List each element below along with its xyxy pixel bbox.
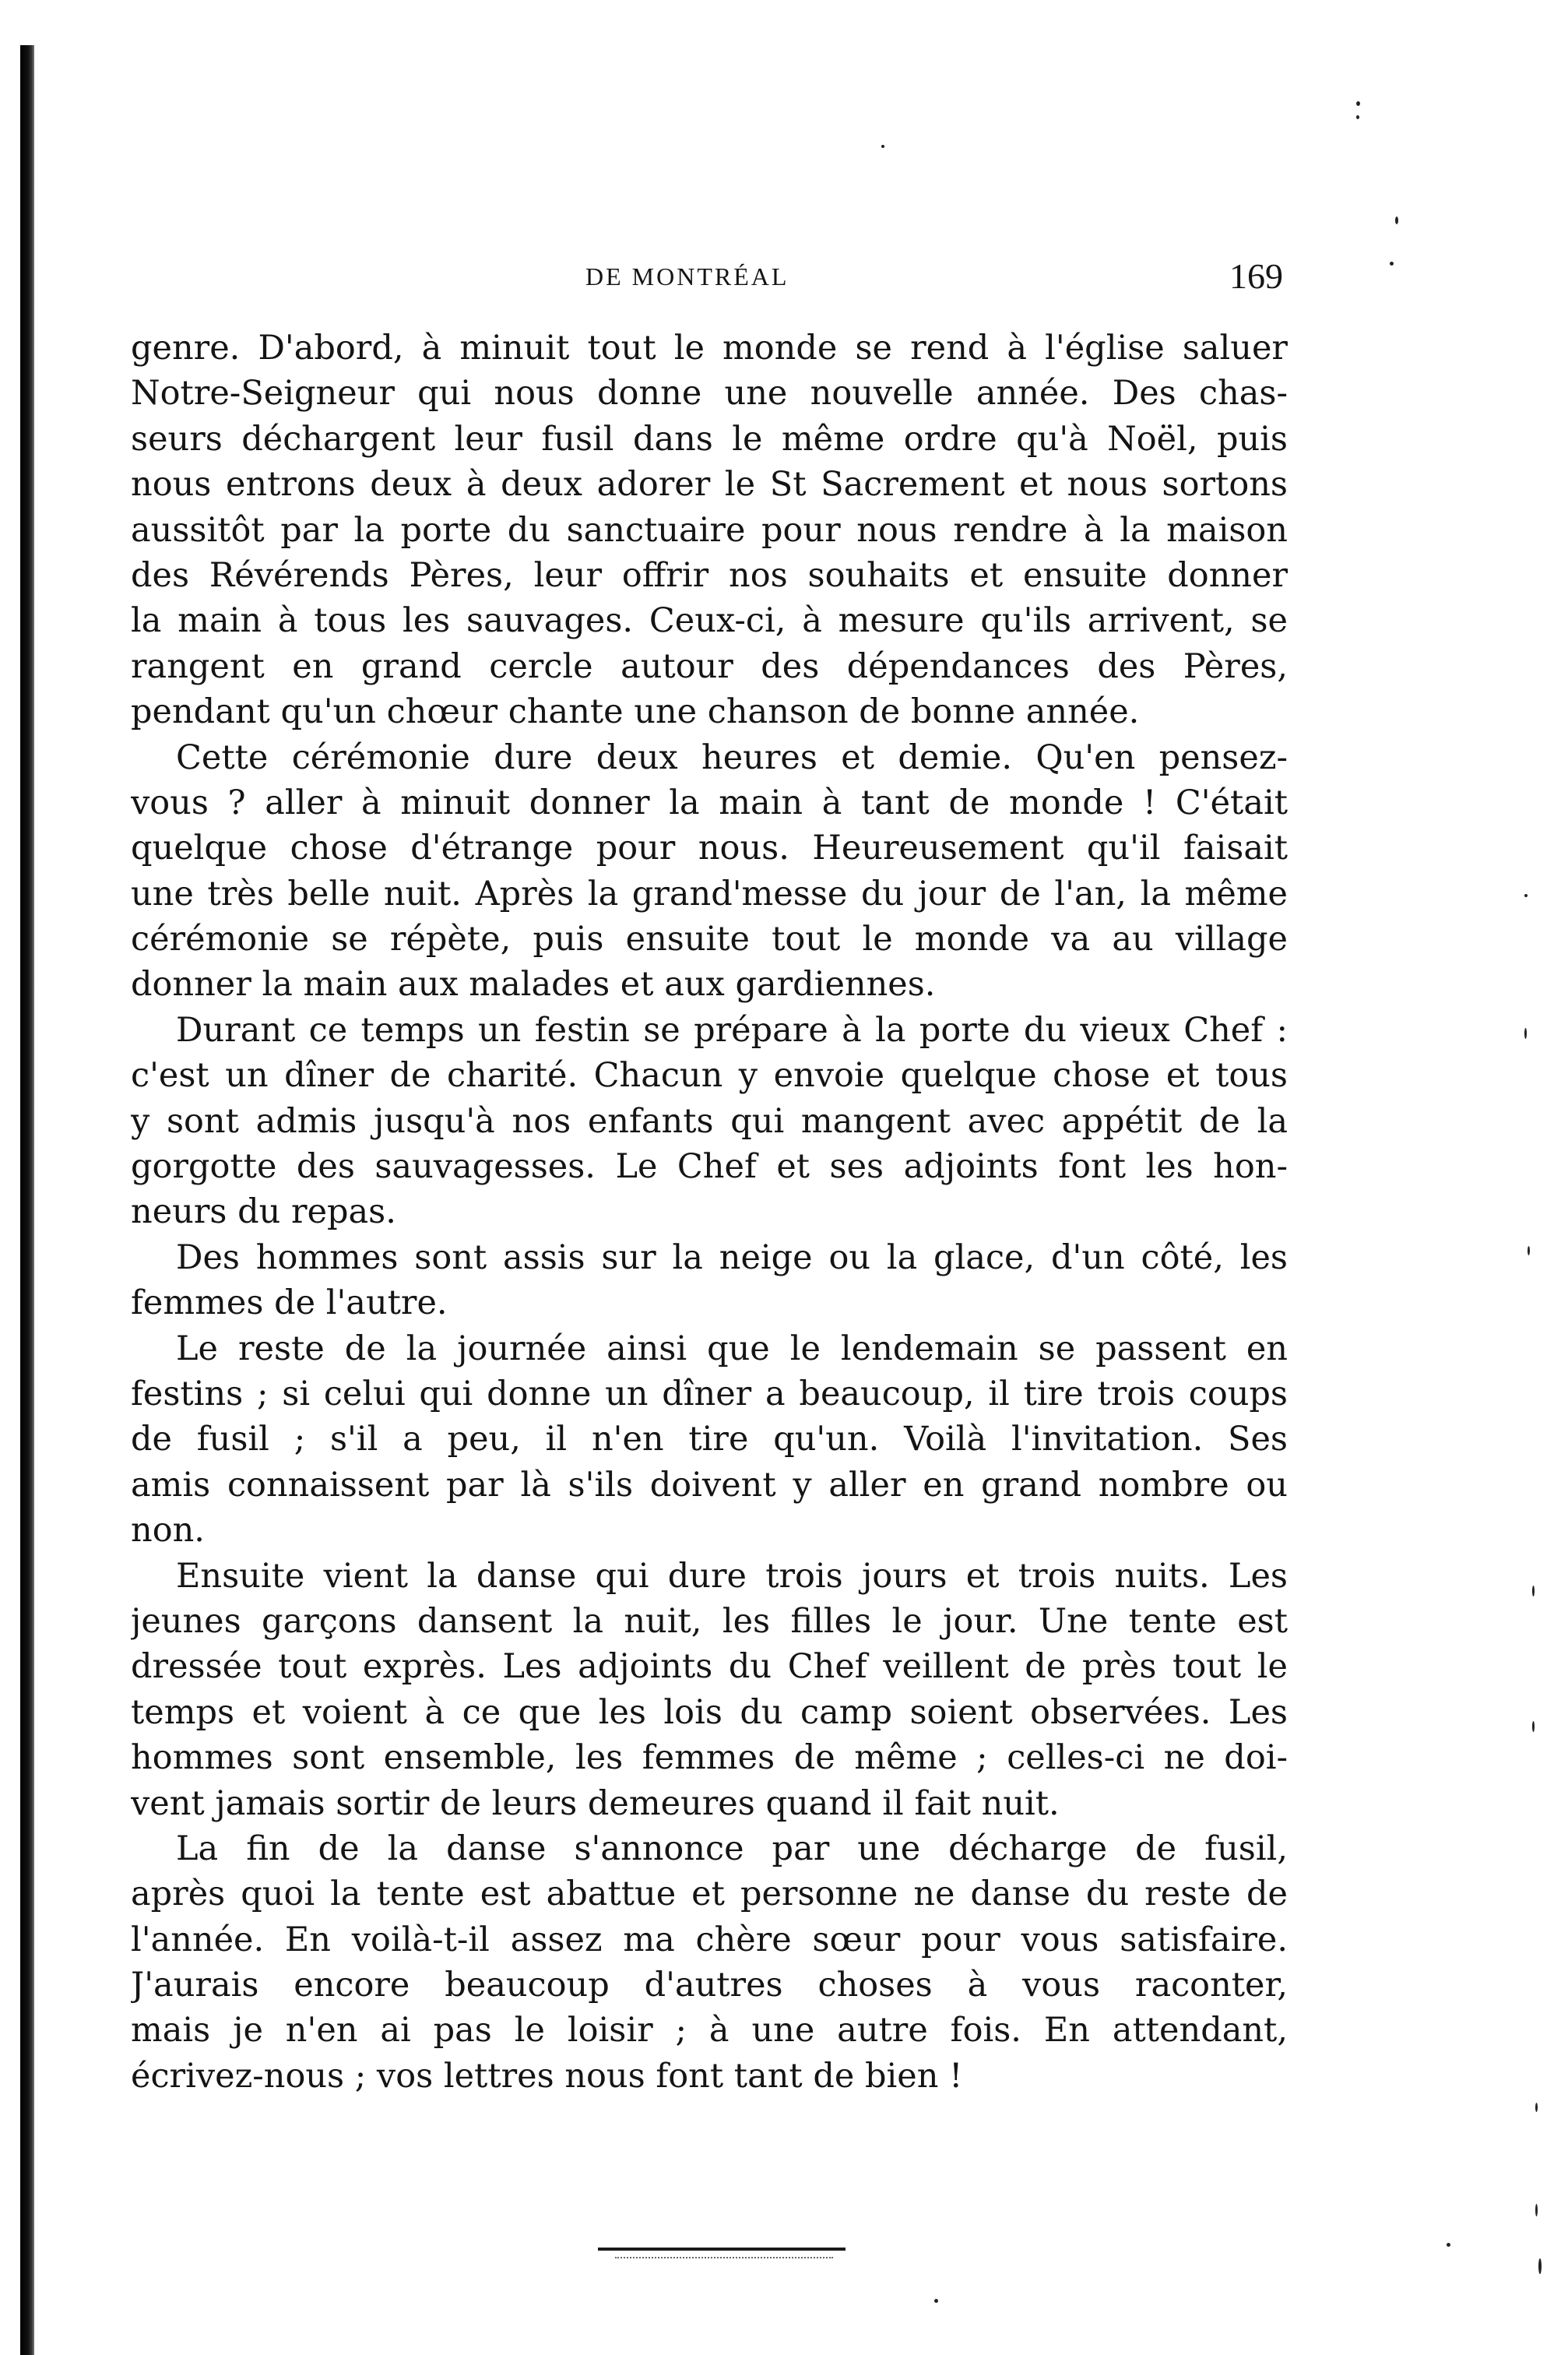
- text-line: temps et voient à ce que les lois du camp soient observées. Les: [131, 1692, 1288, 1732]
- text-line: donner la main aux malades et aux gardiennes.: [131, 965, 936, 1005]
- text-line: amis connaissent par là s'ils doivent y aller en grand nombre ou: [131, 1465, 1288, 1505]
- ink-speck: [1524, 894, 1528, 897]
- text-line: Notre-Seigneur qui nous donne une nouvelle année. Des chas-: [131, 374, 1288, 414]
- running-title: DE MONTRÉAL: [585, 262, 789, 290]
- page-number: 169: [1229, 256, 1283, 296]
- end-rule-ornament: [615, 2257, 833, 2260]
- text-line: la main à tous les sauvages. Ceux-ci, à mesure qu'ils arrivent, se: [131, 601, 1288, 641]
- text-line: y sont admis jusqu'à nos enfants qui mangent avec appétit de la: [131, 1101, 1288, 1141]
- text-line: Des hommes sont assis sur la neige ou la glace, d'un côté, les: [176, 1237, 1288, 1277]
- text-line: aussitôt par la porte du sanctuaire pour nous rendre à la maison: [131, 510, 1288, 550]
- ink-speck: [1395, 216, 1398, 224]
- text-line: Ensuite vient la danse qui dure trois jours et trois nuits. Les: [176, 1556, 1288, 1596]
- ink-speck: [1535, 2204, 1538, 2216]
- text-line: Cette cérémonie dure deux heures et demie. Qu'en pensez-: [176, 737, 1288, 777]
- text-line: après quoi la tente est abattue et personne ne danse du reste de: [131, 1874, 1288, 1914]
- text-line: femmes de l'autre.: [131, 1283, 448, 1323]
- text-line: vous ? aller à minuit donner la main à tant de monde ! C'était: [131, 783, 1288, 822]
- text-line: c'est un dîner de charité. Chacun y envoie quelque chose et tous: [131, 1056, 1288, 1096]
- text-line: hommes sont ensemble, les femmes de même ; celles-ci ne doi-: [131, 1738, 1288, 1778]
- text-line: vent jamais sortir de leurs demeures quand il fait nuit.: [131, 1783, 1060, 1823]
- text-line: rangent en grand cercle autour des dépendances des Pères,: [131, 646, 1288, 686]
- ink-speck: [1535, 2103, 1538, 2112]
- binding-edge: [20, 45, 34, 2355]
- text-line: J'aurais encore beaucoup d'autres choses à vous raconter,: [131, 1966, 1288, 2005]
- ink-speck: [1356, 101, 1360, 106]
- end-rule: [598, 2248, 846, 2251]
- text-line: gorgotte des sauvagesses. Le Chef et ses adjoints font les hon-: [131, 1147, 1288, 1187]
- running-head: [131, 249, 1283, 304]
- text-line: Le reste de la journée ainsi que le lendemain se passent en: [176, 1329, 1288, 1368]
- text-line: des Révérends Pères, leur offrir nos souhaits et ensuite donner: [131, 555, 1288, 595]
- ink-speck: [1390, 262, 1394, 266]
- ink-speck: [881, 145, 884, 148]
- ink-speck: [1447, 2243, 1450, 2247]
- text-line: une très belle nuit. Après la grand'messe du jour de l'an, la même: [131, 874, 1288, 913]
- text-line: Durant ce temps un festin se prépare à la porte du vieux Chef :: [176, 1010, 1288, 1050]
- body-text: [131, 326, 1288, 2099]
- text-line: dressée tout exprès. Les adjoints du Chef veillent de près tout le: [131, 1647, 1288, 1687]
- text-line: seurs déchargent leur fusil dans le même ordre qu'à Noël, puis: [131, 419, 1288, 459]
- text-line: festins ; si celui qui donne un dîner a beaucoup, il tire trois coups: [131, 1374, 1288, 1413]
- text-line: La fin de la danse s'annonce par une décharge de fusil,: [176, 1829, 1288, 1868]
- text-line: nous entrons deux à deux adorer le St Sacrement et nous sortons: [131, 465, 1288, 505]
- ink-speck: [1528, 1246, 1530, 1255]
- text-line: mais je n'en ai pas le loisir ; à une autre fois. En attendant,: [131, 2011, 1288, 2051]
- text-line: de fusil ; s'il a peu, il n'en tire qu'un. Voilà l'invitation. Ses: [131, 1420, 1288, 1459]
- text-line: pendant qu'un chœur chante une chanson de bonne année.: [131, 692, 1140, 732]
- text-line: l'année. En voilà-t-il assez ma chère sœur pour vous satisfaire.: [131, 1920, 1288, 1959]
- ink-speck: [1356, 115, 1359, 119]
- text-line: genre. D'abord, à minuit tout le monde se rend à l'église saluer: [131, 329, 1288, 368]
- text-line: neurs du repas.: [131, 1192, 396, 1232]
- ink-speck: [1524, 1028, 1527, 1039]
- ink-speck: [1532, 1586, 1535, 1596]
- text-line: cérémonie se répète, puis ensuite tout le monde va au village: [131, 920, 1288, 959]
- ink-speck: [934, 2299, 938, 2303]
- text-line: non.: [131, 1511, 205, 1551]
- ink-speck: [1538, 2258, 1542, 2274]
- ink-speck: [1532, 1721, 1535, 1732]
- text-line: quelque chose d'étrange pour nous. Heureusement qu'il faisait: [131, 829, 1288, 868]
- text-line: jeunes garçons dansent la nuit, les filles le jour. Une tente est: [131, 1601, 1288, 1641]
- text-line: écrivez-nous ; vos lettres nous font tant de bien !: [131, 2056, 963, 2096]
